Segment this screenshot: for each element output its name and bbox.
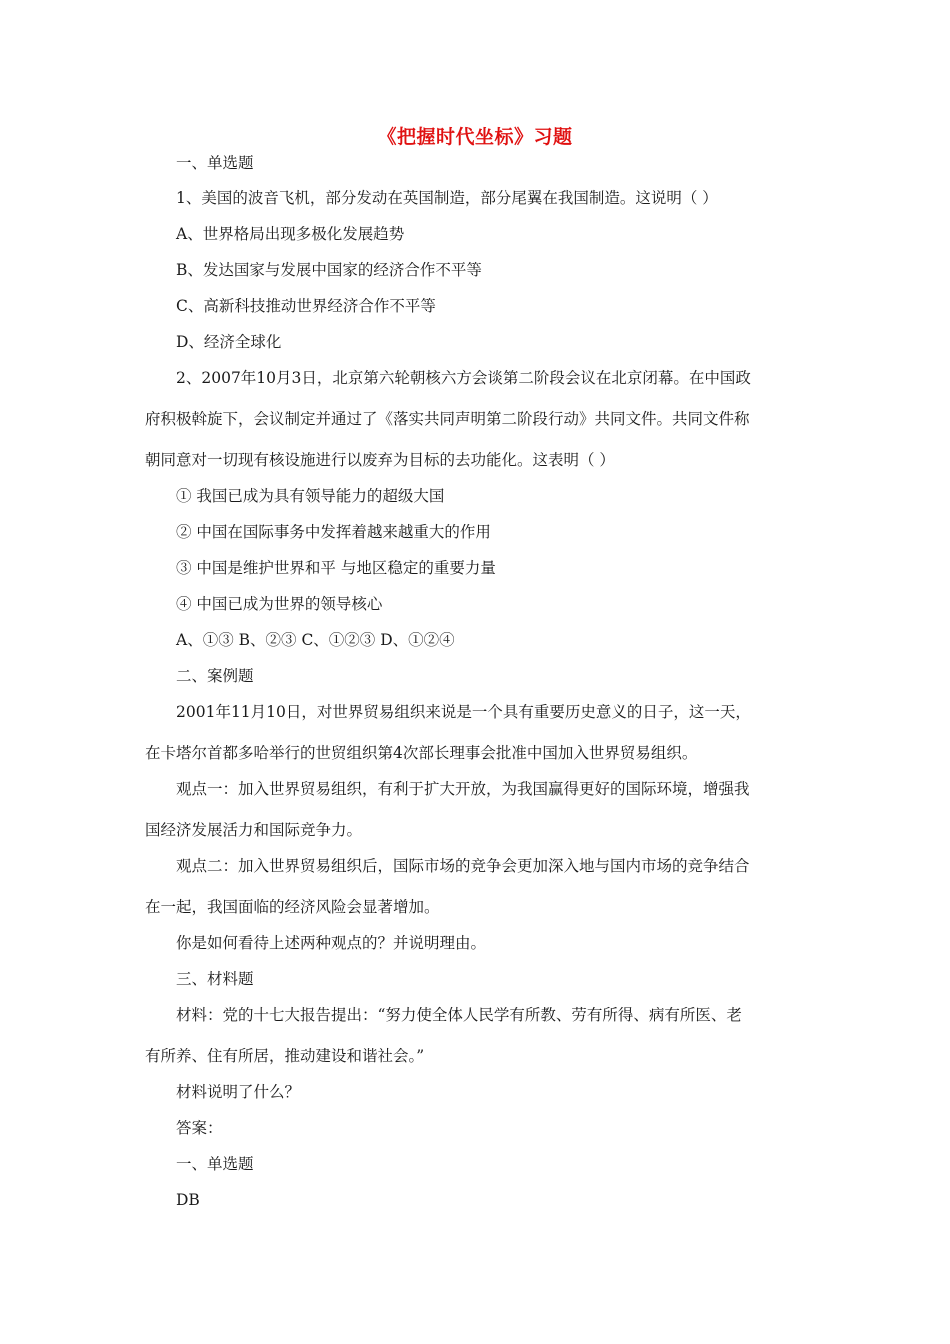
- answers-heading: 答案：: [176, 1119, 223, 1137]
- case-paragraph-line-2: 在卡塔尔首都多哈举行的世贸组织第4次部长理事会批准中国加入世界贸易组织。: [145, 744, 698, 762]
- question-2-line-3: 朝同意对一切现有核设施进行以废弃为目标的去功能化。这表明（ ）: [145, 451, 615, 469]
- section-heading-case: 二、案例题: [176, 667, 254, 685]
- question-2-line-1: 2、2007年10月3日，北京第六轮朝核六方会谈第二阶段会议在北京闭幕。在中国政: [176, 369, 751, 387]
- question-2-line-2: 府积极斡旋下，会议制定并通过了《落实共同声明第二阶段行动》共同文件。共同文件称: [145, 410, 750, 428]
- question-1: 1、美国的波音飞机，部分发动在英国制造，部分尾翼在我国制造。这说明（ ）: [176, 189, 718, 207]
- option-d: D、经济全球化: [176, 333, 282, 351]
- material-line-2: 有所养、住有所居，推动建设和谐社会。”: [145, 1047, 425, 1065]
- answers-section-single-choice: 一、单选题: [176, 1155, 254, 1173]
- statement-1: ① 我国已成为具有领导能力的超级大国: [176, 487, 445, 505]
- viewpoint-1-line-2: 国经济发展活力和国际竞争力。: [145, 821, 363, 839]
- viewpoint-1-line-1: 观点一：加入世界贸易组织，有利于扩大开放，为我国赢得更好的国际环境，增强我: [176, 780, 750, 798]
- document-title: 《把握时代坐标》习题: [377, 126, 573, 148]
- option-a: A、世界格局出现多极化发展趋势: [176, 225, 405, 243]
- statement-2: ② 中国在国际事务中发挥着越来越重大的作用: [176, 523, 491, 541]
- case-question: 你是如何看待上述两种观点的？并说明理由。: [176, 934, 487, 952]
- statement-3: ③ 中国是维护世界和平 与地区稳定的重要力量: [176, 559, 496, 577]
- viewpoint-2-line-1: 观点二：加入世界贸易组织后，国际市场的竞争会更加深入地与国内市场的竞争结合: [176, 857, 750, 875]
- case-paragraph-line-1: 2001年11月10日，对世界贸易组织来说是一个具有重要历史意义的日子，这一天，: [176, 703, 751, 721]
- option-c: C、高新科技推动世界经济合作不平等: [176, 297, 436, 315]
- section-heading-material: 三、材料题: [176, 970, 254, 988]
- statement-4: ④ 中国已成为世界的领导核心: [176, 595, 383, 613]
- viewpoint-2-line-2: 在一起，我国面临的经济风险会显著增加。: [145, 898, 440, 916]
- question-2-options: A、①③ B、②③ C、①②③ D、①②④: [176, 631, 455, 649]
- answers-single-choice: DB: [176, 1191, 200, 1209]
- option-b: B、发达国家与发展中国家的经济合作不平等: [176, 261, 482, 279]
- section-heading-single-choice: 一、单选题: [176, 154, 254, 172]
- material-question: 材料说明了什么？: [176, 1083, 301, 1101]
- material-line-1: 材料：党的十七大报告提出：“努力使全体人民学有所教、劳有所得、病有所医、老: [176, 1006, 742, 1024]
